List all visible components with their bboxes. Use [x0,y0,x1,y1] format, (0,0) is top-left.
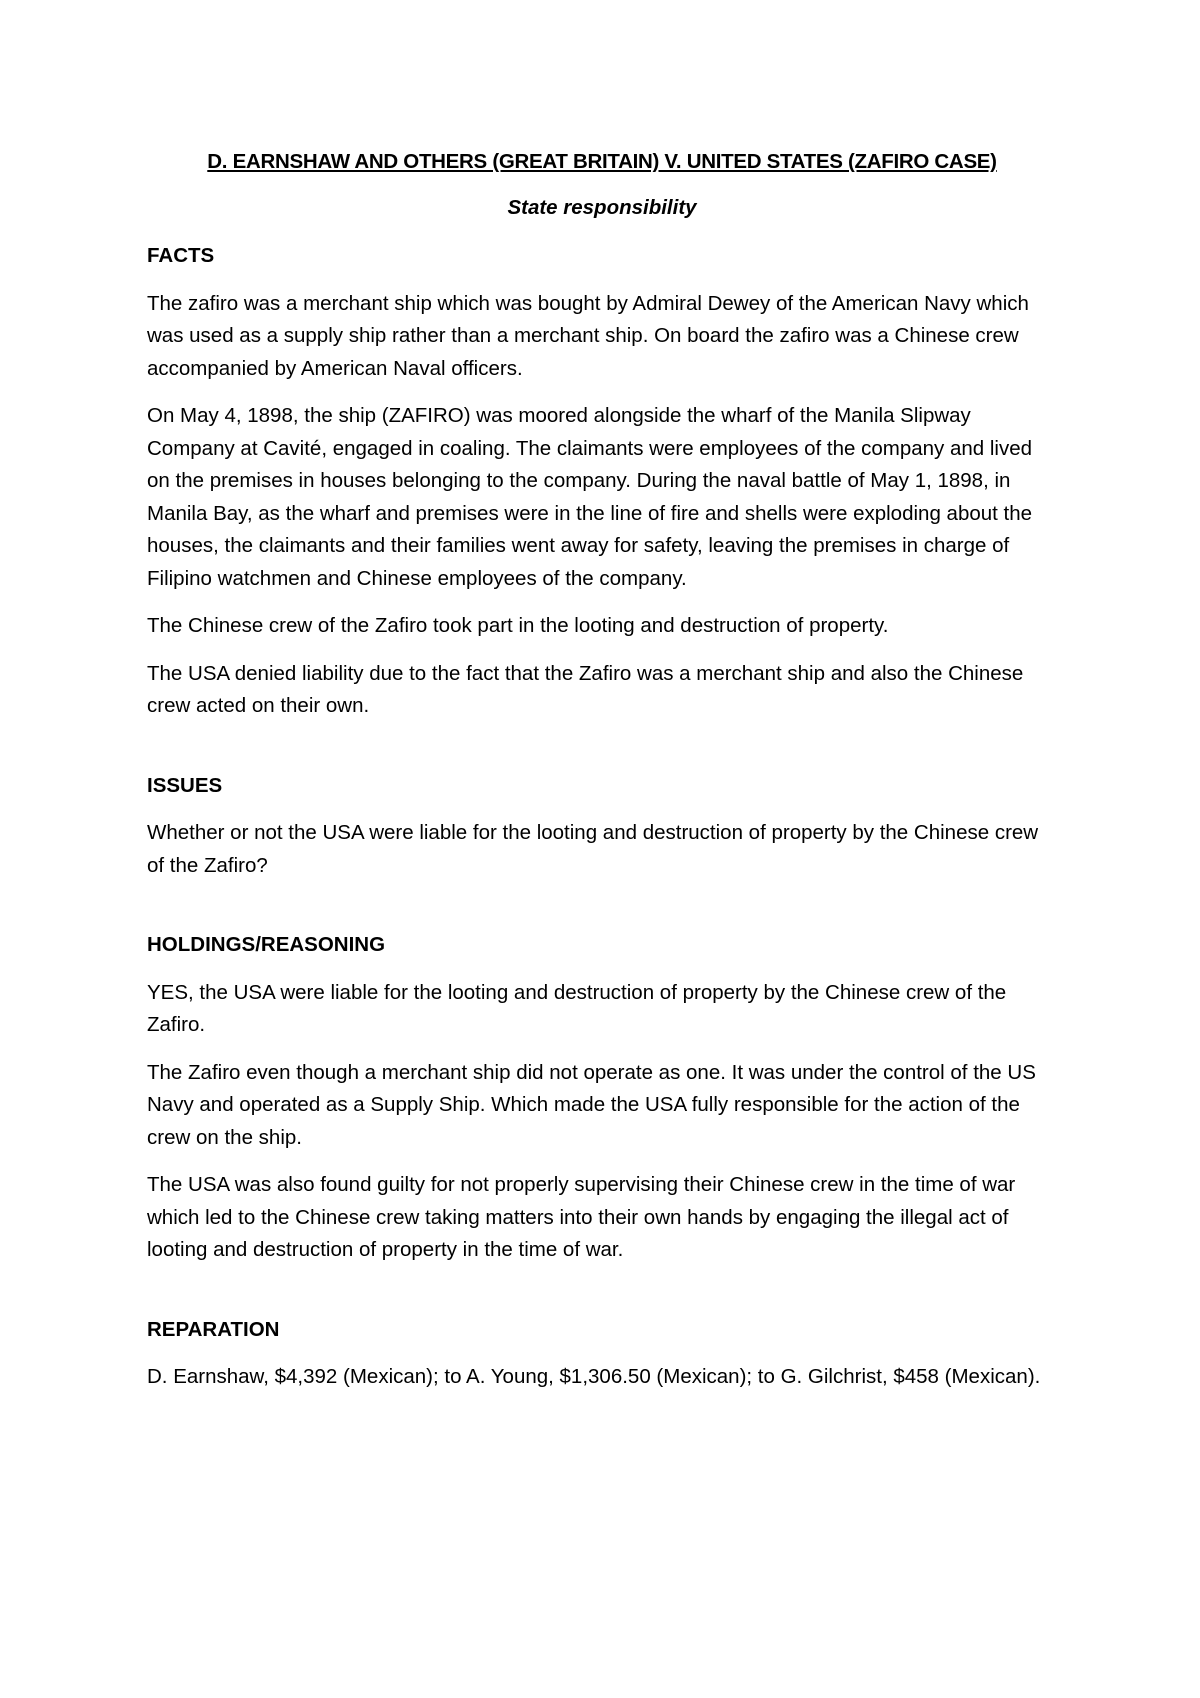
reparation-paragraph: D. Earnshaw, $4,392 (Mexican); to A. Young, $1,306.50 (Mexican); to G. Gilchrist, $458 (Mexican). [147,1365,1041,1388]
holdings-paragraph: The Zafiro even though a merchant ship did not operate as one. It was under the control of the US Navy and operated as a Supply Ship. Which made the USA fully responsible for the action of the crew on the ship. [147,1060,1036,1149]
facts-heading: FACTS [147,244,215,267]
issues-paragraph: Whether or not the USA were liable for the looting and destruction of property by the Chinese crew of the Zafiro? [147,821,1039,877]
holdings-heading: HOLDINGS/REASONING [147,933,386,956]
reparation-heading: REPARATION [147,1317,280,1341]
facts-paragraph: The zafiro was a merchant ship which was bought by Admiral Dewey of the American Navy which was used as a supply ship rather than a merchant ship. On board the zafiro was a Chinese crew accompanied by American Naval officers. [147,291,1029,380]
facts-paragraph: The USA denied liability due to the fact that the Zafiro was a merchant ship and also the Chinese crew acted on their own. [147,661,1024,717]
facts-section [147,240,1057,723]
document-body [147,146,1057,1409]
issues-heading: ISSUES [147,773,223,797]
section-spacer [147,738,1057,770]
facts-paragraph: On May 4, 1898, the ship (ZAFIRO) was moored alongside the wharf of the Manila Slipway Company at Cavité, engaged in coaling. The claimants were employees of the company and lived on the premises in houses belonging to the company. During the naval battle of May 1, 1898, in Manila Bay, as the wharf and premises were in the line of fire and shells were exploding about the houses, the claimants and their families went away for safety, leaving the premises in charge of Filipino watchmen and Chinese employees of the company. [147,404,1033,590]
issues-section [147,770,1057,883]
document-title: D. EARNSHAW AND OTHERS (GREAT BRITAIN) V. UNITED STATES (ZAFIRO CASE) [207,150,997,173]
section-spacer [147,1282,1057,1314]
holdings-section [147,929,1057,1267]
document-subtitle: State responsibility [507,195,697,219]
section-spacer [147,897,1057,929]
facts-paragraph: The Chinese crew of the Zafiro took part in the looting and destruction of property. [147,614,889,637]
holdings-paragraph: YES, the USA were liable for the looting and destruction of property by the Chinese crew of the Zafiro. [147,980,1007,1036]
holdings-paragraph: The USA was also found guilty for not properly supervising their Chinese crew in the time of war which led to the Chinese crew taking matters into their own hands by engaging the illegal act of looting and destruction of property in the time of war. [147,1173,1016,1261]
reparation-section [147,1314,1057,1394]
